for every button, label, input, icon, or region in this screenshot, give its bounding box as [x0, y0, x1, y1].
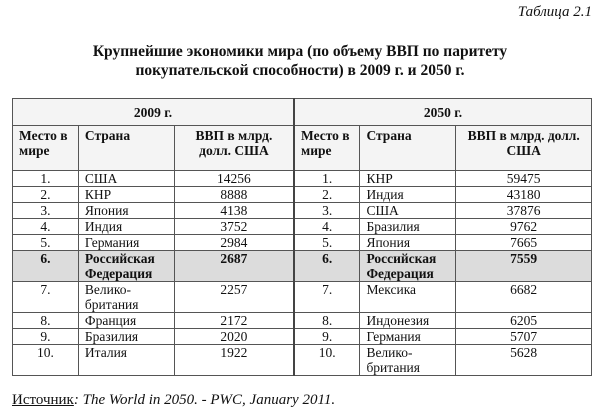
table-row — [13, 187, 592, 203]
place-2050: 7. — [294, 282, 360, 313]
gdp-2009: 3752 — [174, 219, 294, 235]
country-2050: Германия — [360, 329, 456, 345]
gdp-2009: 2687 — [174, 251, 294, 282]
table-title — [0, 42, 600, 80]
country-2050: Велико-британия — [360, 345, 456, 376]
country-2009: Германия — [78, 235, 174, 251]
country-2009: Япония — [78, 203, 174, 219]
gdp-2050: 7559 — [456, 251, 592, 282]
col-gdp-2050: ВВП в млрд. долл. США — [456, 126, 592, 171]
col-country-2009: Страна — [78, 126, 174, 171]
place-2050: 10. — [294, 345, 360, 376]
country-2050: КНР — [360, 171, 456, 187]
place-2050: 4. — [294, 219, 360, 235]
gdp-2050: 9762 — [456, 219, 592, 235]
country-2009: КНР — [78, 187, 174, 203]
country-2050: Индонезия — [360, 313, 456, 329]
table-title-line-1: Крупнейшие экономики мира (по объему ВВП по паритету — [92, 43, 508, 60]
place-2050: 6. — [294, 251, 360, 282]
gdp-table — [12, 98, 592, 376]
country-2009: Индия — [78, 219, 174, 235]
place-2009: 6. — [13, 251, 79, 282]
country-2050: Япония — [360, 235, 456, 251]
col-place-2009: Место в мире — [13, 126, 79, 171]
place-2009: 8. — [13, 313, 79, 329]
country-2009: Велико-британия — [78, 282, 174, 313]
gdp-2009: 4138 — [174, 203, 294, 219]
place-2009: 4. — [13, 219, 79, 235]
country-2050: Российская Федерация — [360, 251, 456, 282]
gdp-2009: 14256 — [174, 171, 294, 187]
place-2050: 1. — [294, 171, 360, 187]
gdp-2009: 2020 — [174, 329, 294, 345]
place-2009: 7. — [13, 282, 79, 313]
table-row — [13, 203, 592, 219]
country-2050: США — [360, 203, 456, 219]
gdp-2050: 6205 — [456, 313, 592, 329]
table-row-highlighted — [13, 251, 592, 282]
place-2009: 10. — [13, 345, 79, 376]
gdp-2050: 5707 — [456, 329, 592, 345]
place-2009: 1. — [13, 171, 79, 187]
place-2050: 8. — [294, 313, 360, 329]
table-row — [13, 282, 592, 313]
year-header-2009: 2009 г. — [13, 99, 295, 126]
table-number: Таблица 2.1 — [517, 4, 592, 20]
place-2050: 9. — [294, 329, 360, 345]
place-2009: 3. — [13, 203, 79, 219]
table-row — [13, 313, 592, 329]
table-row — [13, 171, 592, 187]
gdp-2050: 7665 — [456, 235, 592, 251]
country-2050: Индия — [360, 187, 456, 203]
table-row — [13, 329, 592, 345]
country-2050: Бразилия — [360, 219, 456, 235]
country-2050: Мексика — [360, 282, 456, 313]
country-2009: Российская Федерация — [78, 251, 174, 282]
gdp-2050: 5628 — [456, 345, 592, 376]
place-2050: 3. — [294, 203, 360, 219]
source-text: : The World in 2050. - PWC, January 2011. — [73, 392, 336, 408]
country-2009: Италия — [78, 345, 174, 376]
gdp-2009: 8888 — [174, 187, 294, 203]
country-2009: Бразилия — [78, 329, 174, 345]
gdp-2009: 2984 — [174, 235, 294, 251]
col-country-2050: Страна — [360, 126, 456, 171]
table-row — [13, 235, 592, 251]
gdp-2009: 1922 — [174, 345, 294, 376]
gdp-2050: 43180 — [456, 187, 592, 203]
col-place-2050: Место в мире — [294, 126, 360, 171]
place-2009: 9. — [13, 329, 79, 345]
place-2050: 2. — [294, 187, 360, 203]
gdp-2009: 2257 — [174, 282, 294, 313]
year-header-2050: 2050 г. — [294, 99, 591, 126]
source-label: Источник — [12, 392, 74, 408]
gdp-2050: 37876 — [456, 203, 592, 219]
country-2009: США — [78, 171, 174, 187]
gdp-2050: 6682 — [456, 282, 592, 313]
place-2009: 5. — [13, 235, 79, 251]
source-note — [12, 392, 335, 409]
table-title-line-2: покупательской способности) в 2009 г. и 2050 г. — [135, 62, 465, 79]
place-2009: 2. — [13, 187, 79, 203]
table-row — [13, 345, 592, 376]
col-gdp-2009: ВВП в млрд. долл. США — [174, 126, 294, 171]
gdp-2050: 59475 — [456, 171, 592, 187]
table-row — [13, 219, 592, 235]
place-2050: 5. — [294, 235, 360, 251]
country-2009: Франция — [78, 313, 174, 329]
gdp-2009: 2172 — [174, 313, 294, 329]
